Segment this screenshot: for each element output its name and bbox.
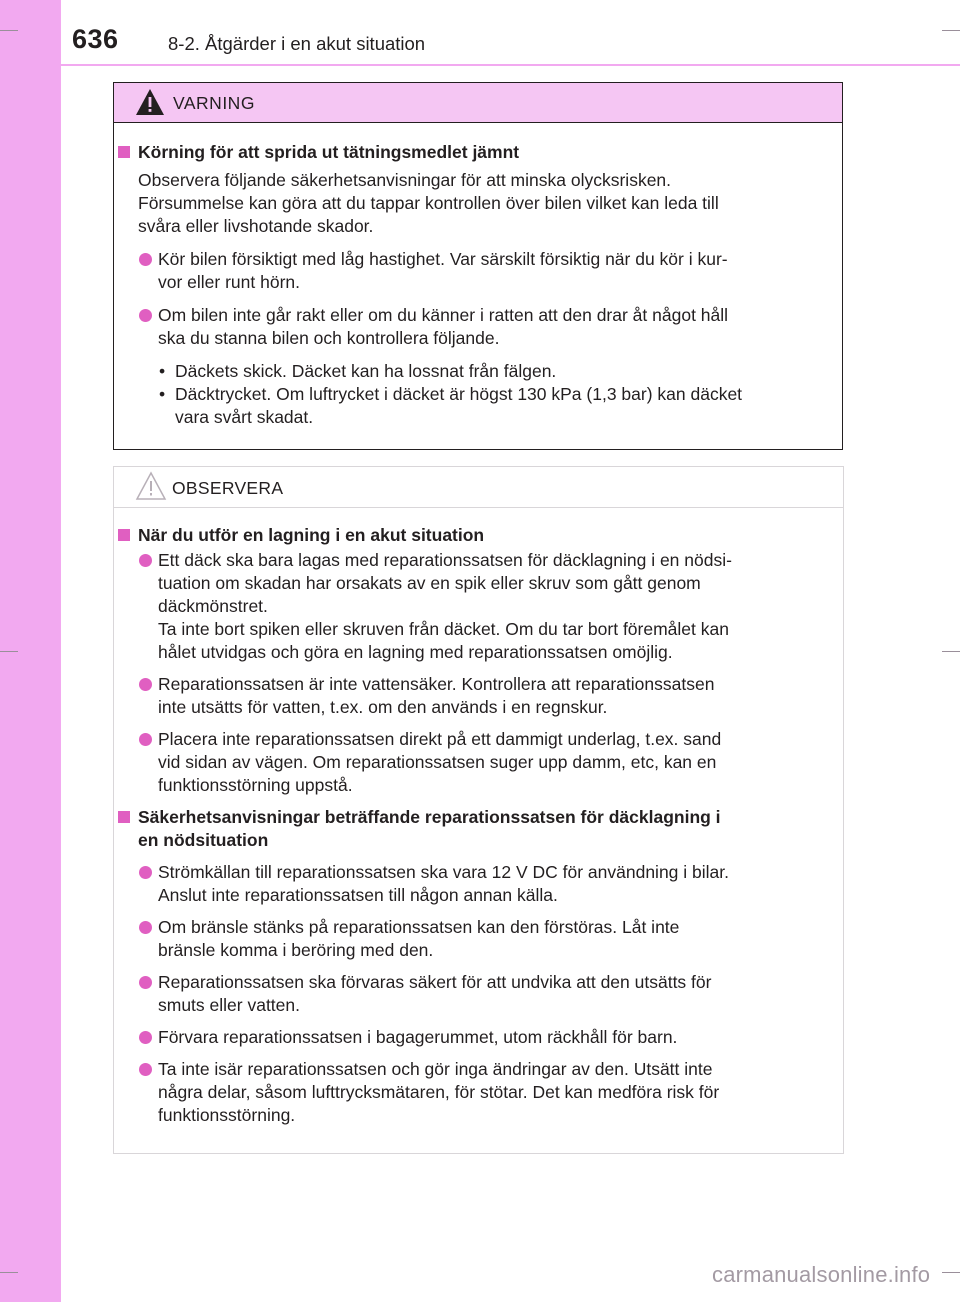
text-line: Ta inte bort spiken eller skruven från däcket. Om du tar bort föremålet kan (158, 619, 729, 639)
notice-content (114, 524, 843, 1127)
text-line: Försummelse kan göra att du tappar kontrollen över bilen vilket kan leda till (138, 193, 719, 213)
text-line: funktionsstörning uppstå. (158, 775, 353, 795)
warning-header (114, 83, 842, 123)
bullet-dot-icon (139, 921, 152, 934)
bullet-dot-icon (139, 253, 152, 266)
square-bullet-icon (118, 811, 130, 823)
text-line: Observera följande säkerhetsanvisningar för att minska olycksrisken. (138, 170, 672, 190)
crop-mark (942, 651, 960, 652)
sub-bullet-icon: • (159, 384, 166, 404)
warning-box (113, 82, 843, 450)
warning-title: VARNING (173, 93, 255, 113)
list-item (114, 549, 835, 664)
list-item (114, 1058, 835, 1127)
text-line: Anslut inte reparationssatsen till någon annan källa. (158, 885, 558, 905)
text-line: bränsle komma i beröring med den. (158, 940, 434, 960)
text-line: Ett däck ska bara lagas med reparationssatsen för däcklagning i en nödsi- (158, 550, 732, 570)
list-item (114, 1026, 835, 1049)
page-number: 636 (72, 24, 119, 54)
text-line: ska du stanna bilen och kontrollera följande. (158, 328, 500, 348)
bullet-dot-icon (139, 554, 152, 567)
notice-title: OBSERVERA (172, 478, 284, 498)
list-item (114, 971, 835, 1017)
text-line: svåra eller livshotande skador. (138, 216, 374, 236)
notice-box (113, 466, 844, 1154)
bullet-dot-icon (139, 866, 152, 879)
notice-heading (114, 524, 835, 547)
sub-list-item (114, 360, 830, 383)
text-line: smuts eller vatten. (158, 995, 300, 1015)
text-line: några delar, såsom lufttrycksmätaren, för stötar. Det kan medföra risk för (158, 1082, 720, 1102)
text-line: Strömkällan till reparationssatsen ska vara 12 V DC för användning i bilar. (158, 862, 729, 882)
text-line: Reparationssatsen ska förvaras säkert för att undvika att den utsätts för (158, 972, 712, 992)
warning-content (114, 141, 842, 429)
section-title: 8-2. Åtgärder i en akut situation (168, 33, 426, 54)
text-line: hålet utvidgas och göra en lagning med reparationssatsen omöjlig. (158, 642, 673, 662)
list-item (114, 248, 834, 294)
warning-intro (114, 169, 830, 238)
text-line: tuation om skadan har orsakats av en spik eller skruv som gått genom (158, 573, 701, 593)
list-item (114, 861, 835, 907)
bullet-dot-icon (139, 678, 152, 691)
text-line: Om bränsle stänks på reparationssatsen kan den förstöras. Låt inte (158, 917, 680, 937)
bullet-dot-icon (139, 1031, 152, 1044)
crop-mark (0, 30, 18, 31)
bullet-dot-icon (139, 733, 152, 746)
caution-triangle-icon (135, 471, 167, 506)
sub-bullet-icon: • (159, 361, 166, 381)
text-line: vor eller runt hörn. (158, 272, 301, 292)
crop-mark (0, 1272, 18, 1273)
list-item (114, 728, 835, 797)
text-line: När du utför en lagning i en akut situation (138, 525, 485, 545)
bullet-dot-icon (139, 976, 152, 989)
watermark: carmanualsonline.info (712, 1262, 931, 1287)
text-line: Kör bilen försiktigt med låg hastighet. Var särskilt försiktig när du kör i kur- (158, 249, 728, 269)
text-line: Reparationssatsen är inte vattensäker. Kontrollera att reparationssatsen (158, 674, 715, 694)
text-line: Säkerhetsanvisningar beträffande reparationssatsen för däcklagning i (138, 807, 721, 827)
warning-triangle-icon (135, 88, 165, 121)
notice-heading (114, 806, 835, 852)
text-line: en nödsituation (138, 830, 269, 850)
text-line: Däckets skick. Däcket kan ha lossnat från fälgen. (175, 361, 557, 381)
list-item (114, 673, 835, 719)
text-line: inte utsätts för vatten, t.ex. om den används i en regnskur. (158, 697, 608, 717)
text-line: Däcktrycket. Om luftrycket i däcket är högst 130 kPa (1,3 bar) kan däcket (175, 384, 743, 404)
crop-mark (942, 30, 960, 31)
crop-mark (0, 651, 18, 652)
text-line: Placera inte reparationssatsen direkt på ett dammigt underlag, t.ex. sand (158, 729, 722, 749)
crop-mark (942, 1272, 960, 1273)
list-item (114, 304, 834, 350)
warning-heading-text: Körning för att sprida ut tätningsmedlet jämnt (138, 142, 520, 162)
text-line: vid sidan av vägen. Om reparationssatsen suger upp damm, etc, kan en (158, 752, 717, 772)
text-line: däckmönstret. (158, 596, 268, 616)
text-line: funktionsstörning. (158, 1105, 296, 1125)
text-line: Förvara reparationssatsen i bagagerummet, utom räckhåll för barn. (158, 1027, 678, 1047)
bullet-dot-icon (139, 1063, 152, 1076)
square-bullet-icon (118, 529, 130, 541)
sub-list-item (114, 383, 830, 429)
text-line: Om bilen inte går rakt eller om du känner i ratten att den drar åt något håll (158, 305, 729, 325)
bullet-dot-icon (139, 309, 152, 322)
text-line: vara svårt skadat. (175, 407, 314, 427)
list-item (114, 916, 835, 962)
text-line: Ta inte isär reparationssatsen och gör inga ändringar av den. Utsätt inte (158, 1059, 713, 1079)
square-bullet-icon (118, 146, 130, 158)
warning-heading (114, 141, 834, 164)
notice-header (114, 467, 843, 508)
